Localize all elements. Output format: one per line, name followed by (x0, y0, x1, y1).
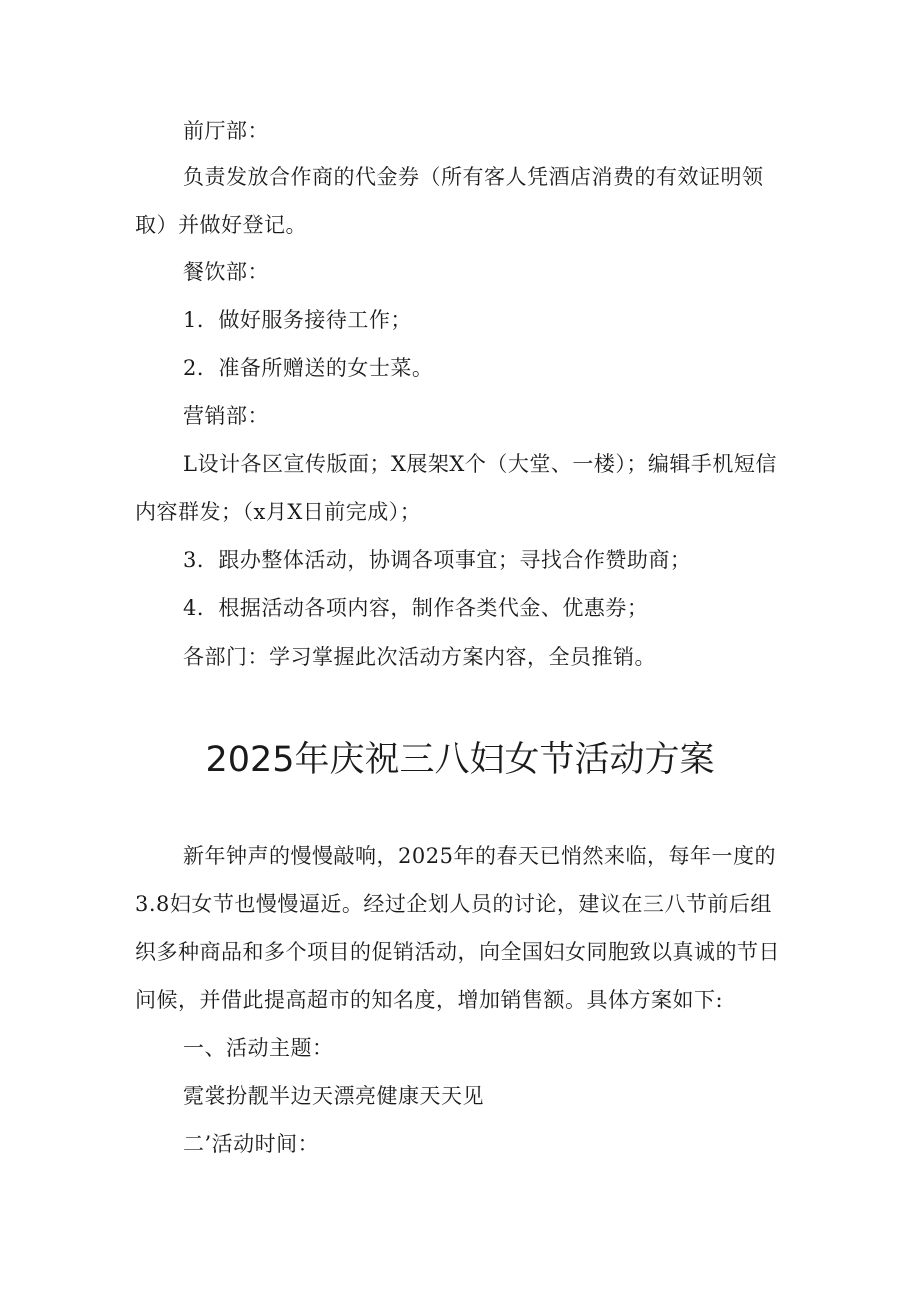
catering-item-2: 2．准备所赠送的女士菜。 (183, 356, 434, 380)
front-office-line-1: 负责发放合作商的代金券（所有客人凭酒店消费的有效证明领 (183, 165, 764, 189)
front-office-line-2: 取）并做好登记。 (135, 213, 307, 237)
marketing-line-1: L设计各区宣传版面；X展架X个（大堂、一楼）；编辑手机短信 (183, 452, 777, 476)
intro-line-1: 新年钟声的慢慢敲响，2025年的春天已悄然来临，每年一度的 (183, 844, 776, 868)
time-heading: 二’活动时间： (183, 1132, 320, 1156)
theme-text: 霓裳扮靓半边天漂亮健康天天见 (183, 1084, 484, 1108)
marketing-item-3: 3．跟办整体活动，协调各项事宜；寻找合作赞助商； (183, 548, 692, 572)
theme-heading: 一、活动主题： (183, 1036, 334, 1060)
marketing-line-2: 内容群发；（x月X日前完成）； (135, 500, 422, 524)
marketing-item-4: 4．根据活动各项内容，制作各类代金、优惠券； (183, 596, 649, 620)
catering-heading: 餐饮部： (183, 260, 269, 284)
intro-line-3: 织多种商品和多个项目的促销活动，向全国妇女同胞致以真诚的节日 (135, 940, 780, 964)
intro-line-4: 问候，并借此提高超市的知名度，增加销售额。具体方案如下: (135, 988, 724, 1012)
document-title: 2025年庆祝三八妇女节活动方案 (205, 740, 715, 780)
front-office-heading: 前厅部： (183, 119, 269, 143)
catering-item-1: 1．做好服务接待工作； (183, 308, 412, 332)
intro-line-2: 3.8妇女节也慢慢逼近。经过企划人员的讨论，建议在三八节前后组 (135, 892, 772, 916)
marketing-heading: 营销部： (183, 404, 269, 428)
all-departments-line: 各部门：学习掌握此次活动方案内容，全员推销。 (183, 645, 656, 669)
